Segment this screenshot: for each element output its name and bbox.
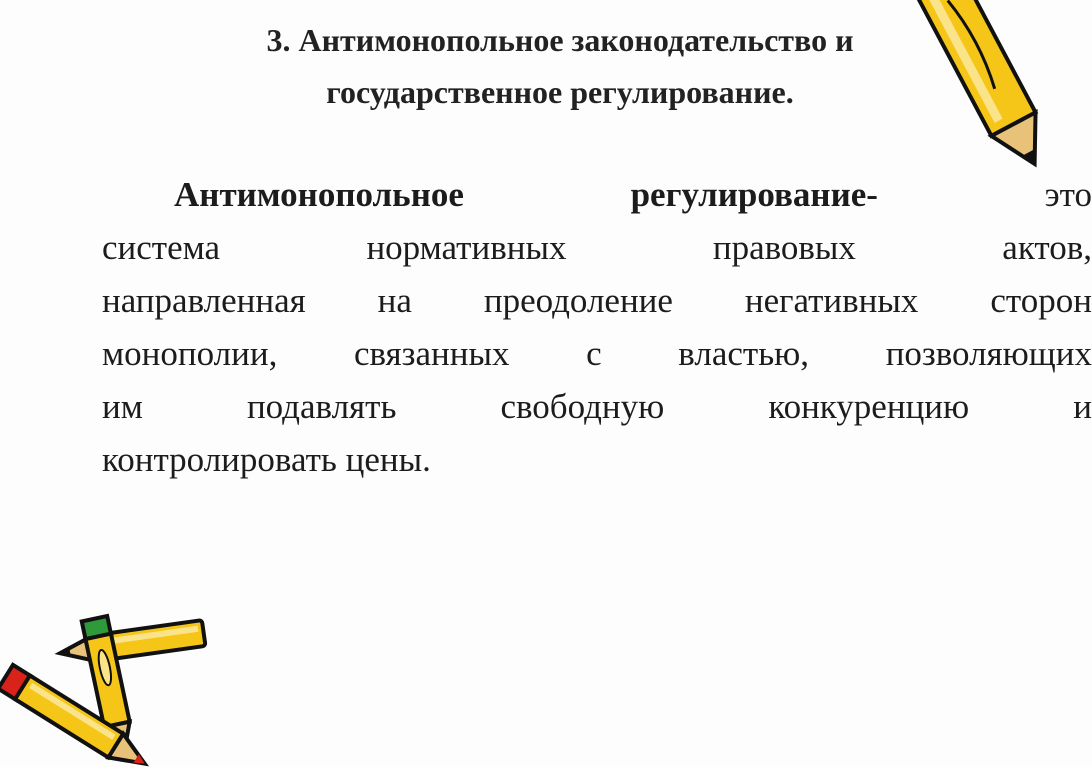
paragraph-word: сторон [990, 281, 1092, 320]
paragraph-word: с [586, 334, 602, 373]
title-line-2: государственное регулирование. [326, 74, 794, 110]
paragraph-word: актов, [1002, 228, 1092, 267]
paragraph-word: это [1044, 175, 1092, 214]
paragraph-line-6: контролировать цены. [102, 440, 431, 479]
paragraph-line-4 [102, 327, 1092, 380]
paragraph-word: правовых [712, 228, 856, 267]
paragraph-word: свободную [500, 387, 665, 426]
slide-title [150, 14, 970, 118]
paragraph-word: конкуренцию [768, 387, 970, 426]
term-word-1: Антимонопольное [174, 175, 464, 214]
pencils-bottom-left-icon [0, 607, 230, 767]
paragraph-word: подавлять [246, 387, 397, 426]
pencil-top-right-icon [930, 0, 1060, 190]
paragraph-word: позволяющих [885, 334, 1092, 373]
paragraph-line-5 [102, 380, 1092, 433]
paragraph-line-3 [102, 274, 1092, 327]
paragraph-word: негативных [744, 281, 919, 320]
paragraph-word: связанных [353, 334, 510, 373]
paragraph-word: на [377, 281, 412, 320]
paragraph-word: нормативных [366, 228, 567, 267]
paragraph-word: им [102, 387, 143, 426]
paragraph-word: система [102, 228, 221, 267]
term-word-2: регулирование- [630, 175, 878, 214]
paragraph-word: монополии, [102, 334, 278, 373]
paragraph-line-2 [102, 221, 1092, 274]
paragraph-word: и [1073, 387, 1092, 426]
paragraph-word: направленная [102, 281, 306, 320]
definition-paragraph [102, 168, 1092, 486]
paragraph-word: преодоление [483, 281, 673, 320]
title-line-1: 3. Антимонопольное законодательство и [266, 22, 854, 58]
paragraph-word: властью, [678, 334, 810, 373]
